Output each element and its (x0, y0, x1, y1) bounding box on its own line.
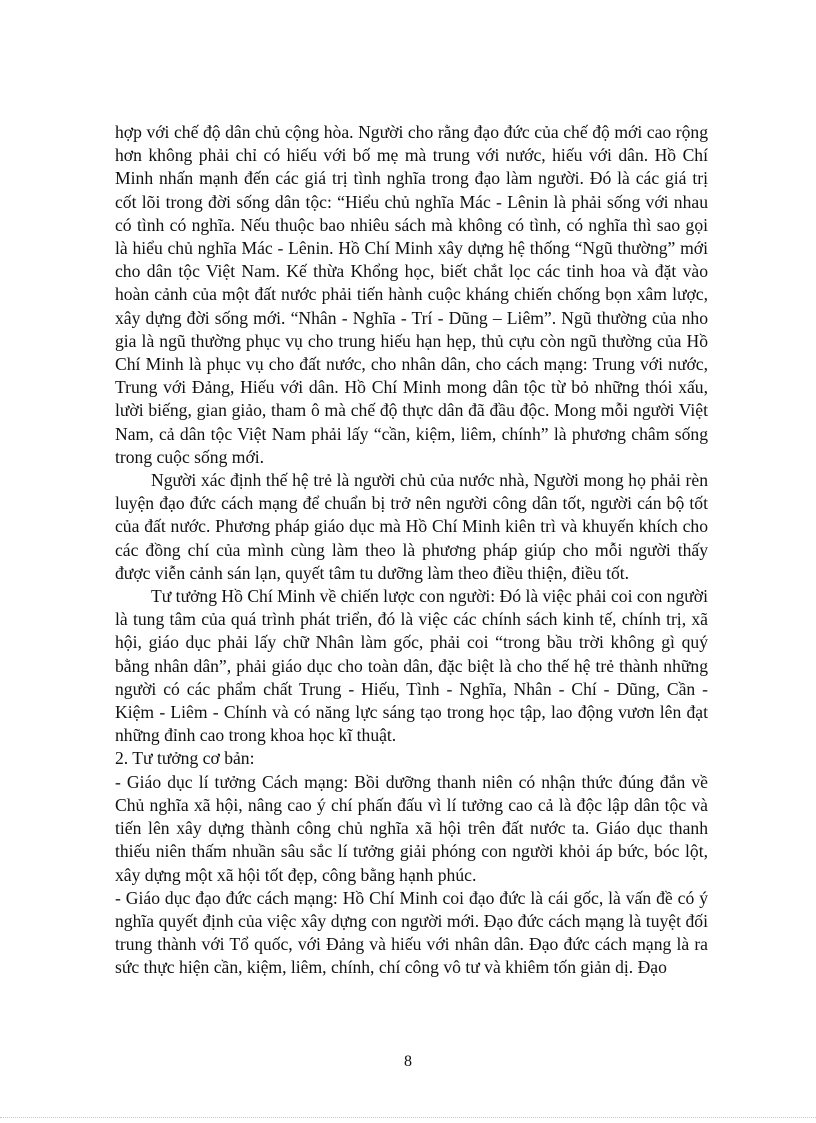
paragraph-human-strategy: Tư tưởng Hồ Chí Minh về chiến lược con người: Đó là việc phải coi con người là tung tâm của quá trình phát triển, đó là việc các chính sách kinh tế, chính trị, xã hội, giáo dục phải lấy chữ Nhân làm gốc, phải coi “trong bầu trời không gì quý bằng nhân dân”, phải giáo dục cho toàn dân, đặc biệt là cho thế hệ trẻ thành những người có các phẩm chất Trung - Hiếu, Tình - Nghĩa, Nhân - Chí - Dũng, Cần - Kiệm - Liêm - Chính và có năng lực sáng tạo trong học tập, lao động vươn lên đạt những đỉnh cao trong khoa học kĩ thuật. (115, 586, 708, 746)
document-body (115, 121, 708, 980)
list-item-ideal-education: - Giáo dục lí tưởng Cách mạng: Bồi dưỡng thanh niên có nhận thức đúng đắn về Chủ nghĩa xã hội, nâng cao ý chí phấn đấu vì lí tưởng cao cả là độc lập dân tộc và tiến lên xây dựng thành công chủ nghĩa xã hội trên đất nước ta. Giáo dục thanh thiếu niên thấm nhuần sâu sắc lí tưởng giải phóng con người khỏi áp bức, bóc lột, xây dựng một xã hội tốt đẹp, công bằng hạnh phúc. (115, 771, 708, 885)
page-number: 8 (404, 1053, 412, 1070)
section-heading: 2. Tư tưởng cơ bản: (115, 748, 255, 769)
page-bottom-divider (0, 1117, 816, 1118)
list-item-moral-education: - Giáo dục đạo đức cách mạng: Hồ Chí Minh coi đạo đức là cái gốc, là vấn đề có ý nghĩa quyết định của việc xây dựng con người mới. Đạo đức cách mạng là tuyệt đối trung thành với Tổ quốc, với Đảng và hiếu với nhân dân. Đạo đức cách mạng là ra sức thực hiện cần, kiệm, liêm, chính, chí công vô tư và khiêm tốn giản dị. Đạo (115, 887, 708, 978)
paragraph-youth-generation: Người xác định thế hệ trẻ là người chủ của nước nhà, Người mong họ phải rèn luyện đạo đức cách mạng để chuẩn bị trở nên người công dân tốt, người cán bộ tốt của đất nước. Phương pháp giáo dục mà Hồ Chí Minh kiên trì và khuyến khích cho các đồng chí của mình cùng làm theo là phương pháp giúp cho mỗi người thấy được viễn cảnh sán lạn, quyết tâm tu dưỡng làm theo điều thiện, điều tốt. (115, 470, 708, 583)
paragraph-continuation: hợp với chế độ dân chủ cộng hòa. Người cho rằng đạo đức của chế độ mới cao rộng hơn không phải chỉ có hiếu với bố mẹ mà trung với nước, hiếu với dân. Hồ Chí Minh nhấn mạnh đến các giá trị tình nghĩa trong đạo làm người. Đó là các giá trị cốt lõi trong đời sống dân tộc: “Hiểu chủ nghĩa Mác - Lênin là phải sống với nhau có tình có nghĩa. Nếu thuộc bao nhiêu sách mà không có tình, có nghĩa thì sao gọi là hiểu chủ nghĩa Mác - Lênin. Hồ Chí Minh xây dựng hệ thống “Ngũ thường” mới cho dân tộc Việt Nam. Kế thừa Khổng học, biết chắt lọc các tinh hoa và đặt vào hoàn cảnh của một đất nước phải tiến hành cuộc kháng chiến chống bọn xâm lược, xây dựng đời sống mới. “Nhân - Nghĩa - Trí - Dũng – Liêm”. Ngũ thường của nho gia là ngũ thường phục vụ cho trung hiếu hạn hẹp, thủ cựu còn ngũ thường của Hồ Chí Minh là phục vụ cho đất nước, cho nhân dân, cho cách mạng: Trung với nước, Trung với Đảng, Hiếu với dân. Hồ Chí Minh mong dân tộc từ bỏ những thói xấu, lười biếng, gian giảo, tham ô mà chế độ thực dân đã đầu độc. Mong mỗi người Việt Nam, cả dân tộc Việt Nam phải lấy “cần, kiệm, liêm, chính” là phương châm sống trong cuộc sống mới. (115, 122, 708, 467)
